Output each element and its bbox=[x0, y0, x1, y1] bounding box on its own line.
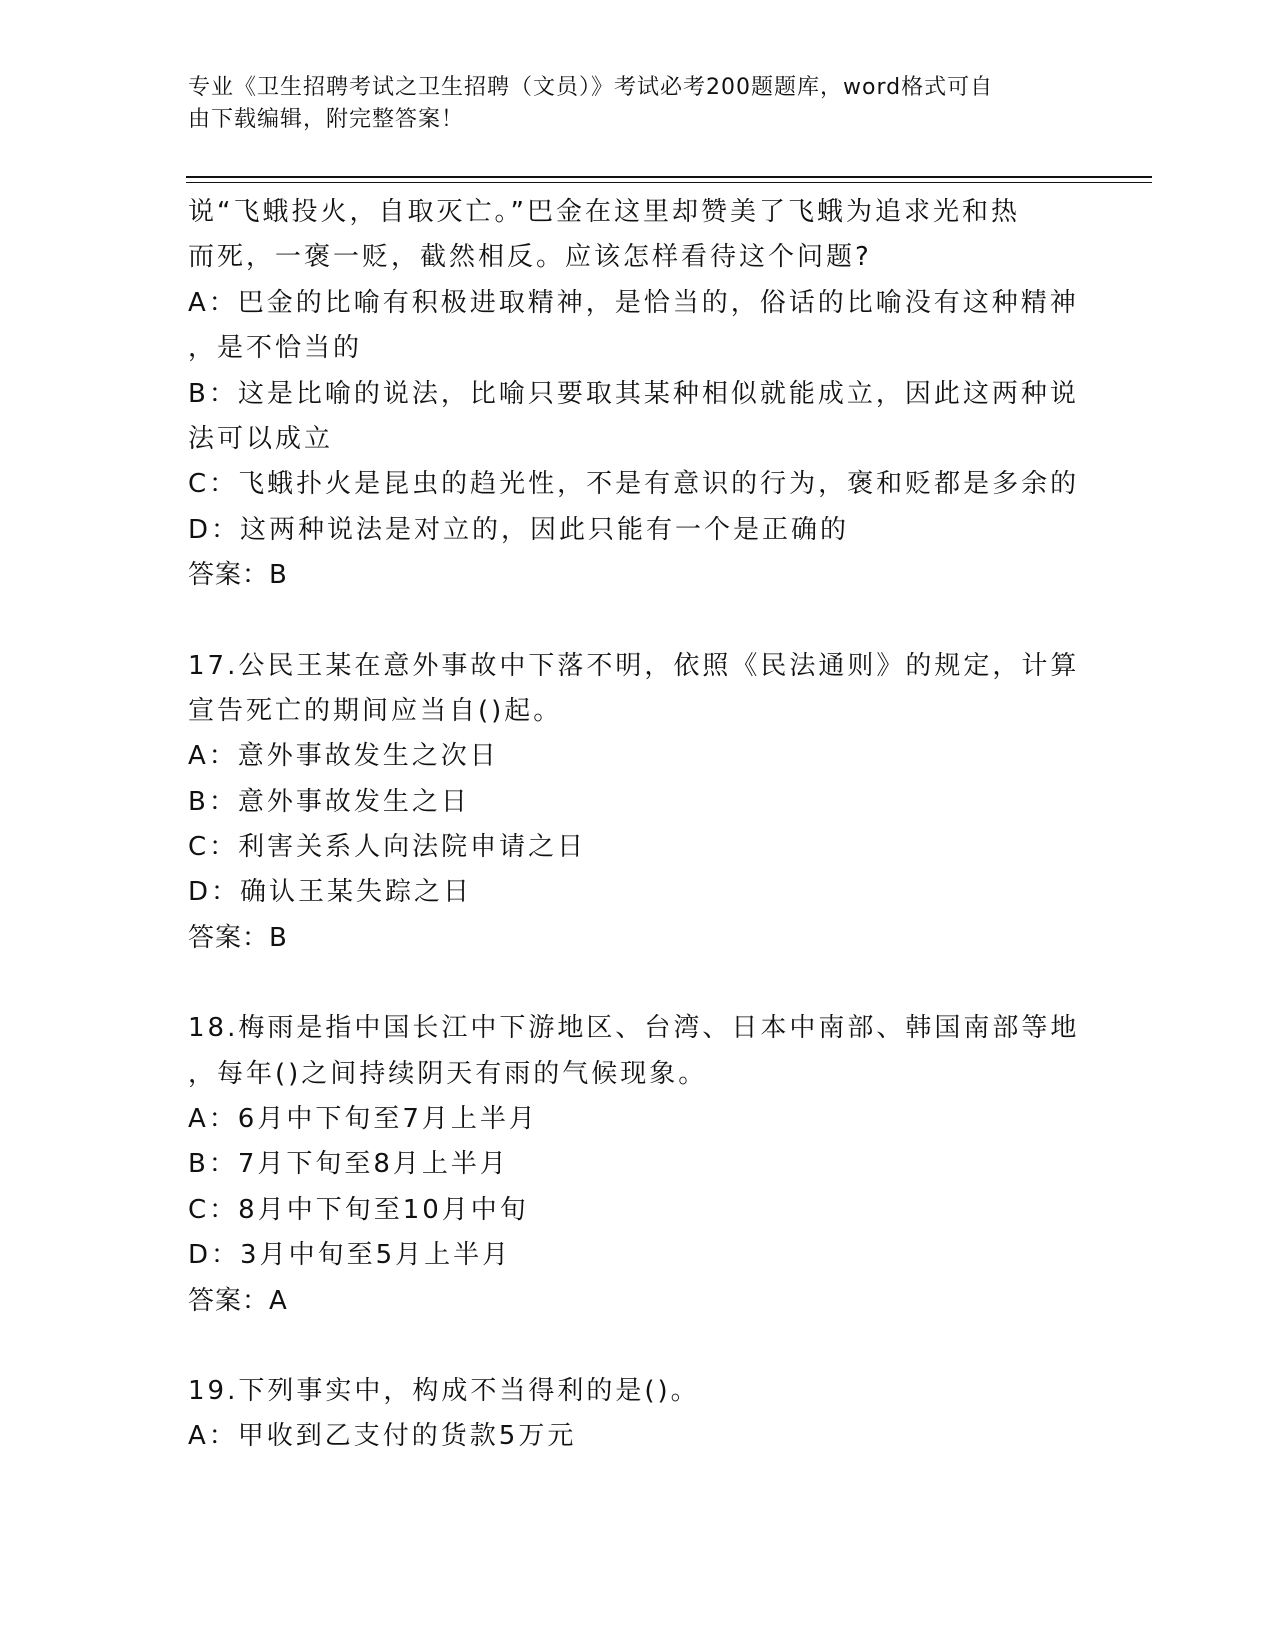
question-19-stem-line-1: 19.下列事实中，构成不当得利的是()。 bbox=[188, 1375, 700, 1406]
question-17-option-d: D：确认王某失踪之日 bbox=[188, 877, 473, 908]
question-18 bbox=[188, 1006, 1088, 1324]
question-16-answer: 答案：B bbox=[188, 560, 288, 591]
question-16-stem-line-2: 而死，一褒一贬，截然相反。应该怎样看待这个问题? bbox=[188, 242, 872, 273]
question-18-option-c: C：8月中下旬至10月中旬 bbox=[188, 1194, 529, 1225]
question-18-option-b: B：7月下旬至8月上半月 bbox=[188, 1149, 509, 1180]
question-18-stem-line-2: ，每年()之间持续阴天有雨的气候现象。 bbox=[188, 1058, 708, 1089]
question-18-option-d: D：3月中旬至5月上半月 bbox=[188, 1240, 512, 1271]
question-18-option-a: A：6月中下旬至7月上半月 bbox=[188, 1104, 538, 1135]
header-rule-thick bbox=[186, 176, 1152, 178]
question-16 bbox=[188, 190, 1088, 599]
question-16-option-b-line-2: 法可以成立 bbox=[188, 423, 334, 454]
question-17-option-b: B：意外事故发生之日 bbox=[188, 786, 470, 817]
question-19-option-a: A：甲收到乙支付的货款5万元 bbox=[188, 1421, 577, 1452]
header-line-2: 由下载编辑，附完整答案！ bbox=[188, 107, 465, 132]
question-17-answer: 答案：B bbox=[188, 922, 288, 953]
document-body bbox=[188, 190, 1088, 1460]
question-18-answer: 答案：A bbox=[188, 1285, 288, 1316]
question-16-option-c: C：飞蛾扑火是昆虫的趋光性，不是有意识的行为，褒和贬都是多余的 bbox=[188, 469, 1080, 500]
question-16-option-b-line-1: B：这是比喻的说法，比喻只要取其某种相似就能成立，因此这两种说 bbox=[188, 378, 1079, 409]
header-rule-thin bbox=[186, 182, 1152, 183]
header-line-1: 专业《卫生招聘考试之卫生招聘（文员）》考试必考200题题库，word格式可自 bbox=[188, 75, 994, 100]
question-16-stem-line-1: 说“飞蛾投火，自取灭亡。”巴金在这里却赞美了飞蛾为追求光和热 bbox=[188, 197, 1020, 227]
question-16-option-a-line-1: A：巴金的比喻有积极进取精神，是恰当的，俗话的比喻没有这种精神 bbox=[188, 287, 1079, 318]
question-19 bbox=[188, 1369, 1088, 1460]
question-17 bbox=[188, 644, 1088, 962]
question-17-option-a: A：意外事故发生之次日 bbox=[188, 741, 499, 772]
question-18-stem-line-1: 18.梅雨是指中国长江中下游地区、台湾、日本中南部、韩国南部等地 bbox=[188, 1013, 1080, 1044]
question-17-stem-line-1: 17.公民王某在意外事故中下落不明，依照《民法通则》的规定，计算 bbox=[188, 650, 1080, 681]
question-17-option-c: C：利害关系人向法院申请之日 bbox=[188, 832, 587, 863]
question-17-stem-line-2: 宣告死亡的期间应当自()起。 bbox=[188, 695, 563, 726]
question-16-option-d: D：这两种说法是对立的，因此只能有一个是正确的 bbox=[188, 514, 850, 545]
document-header bbox=[188, 72, 1068, 136]
question-16-option-a-line-2: ，是不恰当的 bbox=[188, 333, 363, 364]
